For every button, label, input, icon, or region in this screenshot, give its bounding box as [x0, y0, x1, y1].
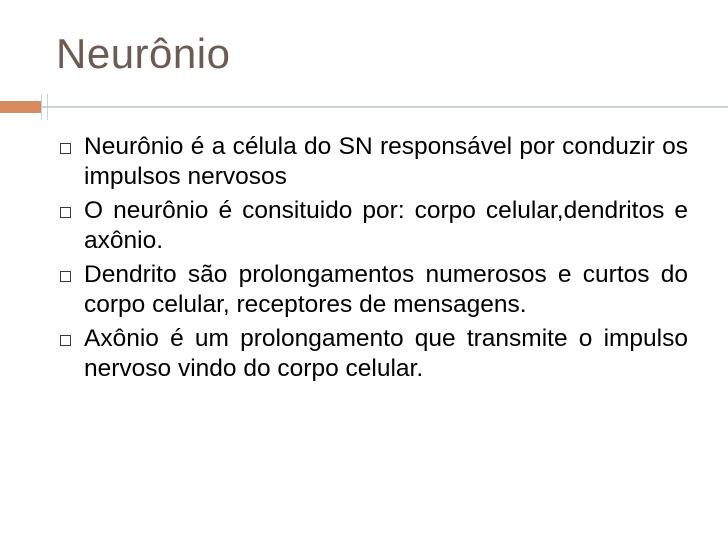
bullet-item: [56, 196, 688, 256]
square-bullet-icon: [60, 271, 71, 282]
bullet-item: [56, 324, 688, 384]
bullet-item: [56, 260, 688, 320]
bullet-list: [56, 132, 688, 388]
divider-tick: [47, 94, 48, 120]
square-bullet-icon: [60, 143, 71, 154]
title-divider: [42, 106, 728, 108]
bullet-text: Dendrito são prolongamentos numerosos e curtos do corpo celular, receptores de mensagens.: [84, 261, 688, 318]
bullet-text: Axônio é um prolongamento que transmite o impulso nervoso vindo do corpo celular.: [84, 325, 688, 382]
bullet-item: [56, 132, 688, 192]
bullet-text: Neurônio é a célula do SN responsável por conduzir os impulsos nervosos: [84, 133, 688, 190]
title-accent-bar: [0, 101, 42, 113]
slide-title: Neurônio: [56, 30, 231, 77]
divider-tick: [41, 94, 42, 120]
bullet-text: O neurônio é consituido por: corpo celular,dendritos e axônio.: [84, 197, 688, 254]
square-bullet-icon: [60, 335, 71, 346]
square-bullet-icon: [60, 207, 71, 218]
